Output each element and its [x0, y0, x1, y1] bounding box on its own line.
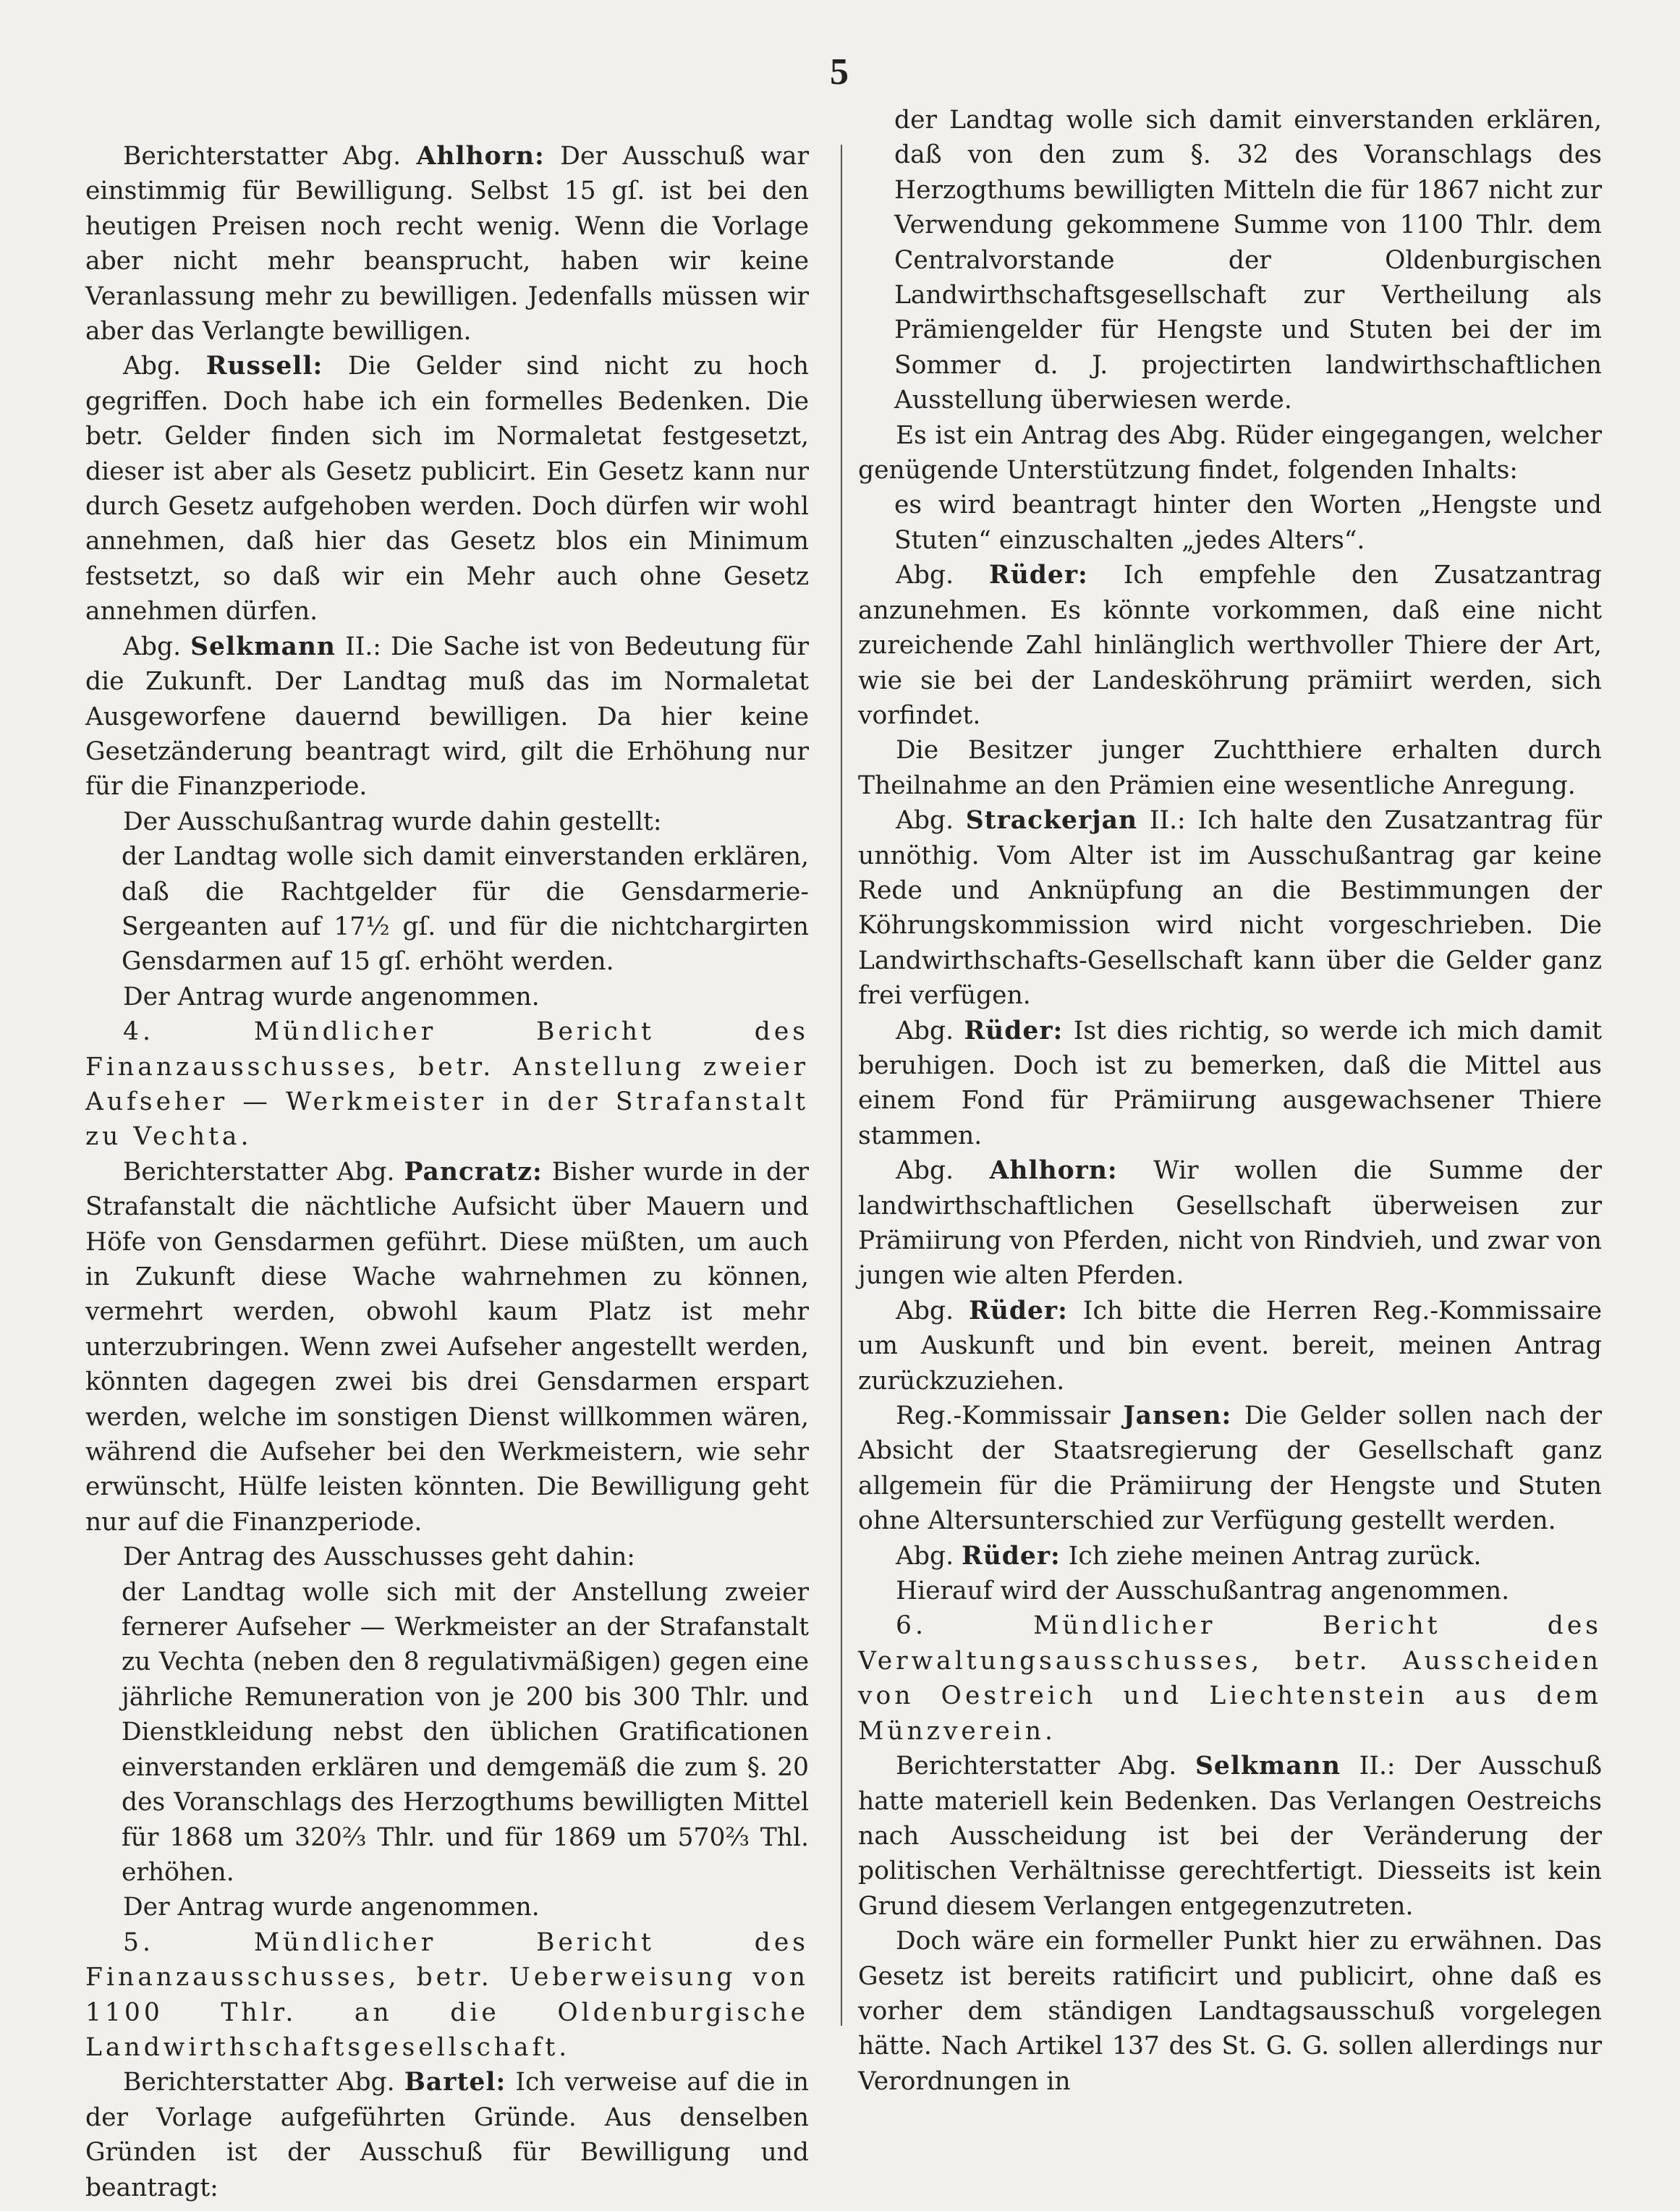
speaker-name: Jansen:	[1123, 1401, 1232, 1431]
speaker-role: Abg.	[896, 1541, 962, 1571]
paragraph: Es ist ein Antrag des Abg. Rüder eingegangen, welcher genügende Unterstützung findet, folgenden Inhalts:	[858, 420, 1602, 485]
speaker-role: Berichterstatter Abg.	[123, 2068, 404, 2097]
speech-paragraph	[858, 1749, 1602, 1924]
page-number: 5	[830, 51, 849, 93]
speech-paragraph	[858, 558, 1602, 733]
speaker-role: Abg.	[123, 352, 206, 381]
speech-text: II.: Der Ausschuß hatte materiell kein Bedenken. Das Verlangen Oestreichs nach Ausscheidung ist bei der Veränderung der politischen Verhältnisse gerechtfertigt. Diesseits ist kein Grund diesem Verlangen entgegenzutreten.	[858, 1752, 1602, 1921]
speech-text: Ist dies richtig, so werde ich mich damit beruhigen. Doch ist zu bemerken, daß die Mittel aus einem Fond für Prämiirung ausgewachsener Thiere stammen.	[858, 1016, 1602, 1150]
speaker-role: Berichterstatter Abg.	[123, 142, 417, 171]
speaker-role: Abg.	[896, 806, 966, 836]
speech-paragraph	[858, 1014, 1602, 1154]
speech-paragraph	[858, 1294, 1602, 1399]
speaker-role: Abg.	[896, 1016, 964, 1045]
speaker-name: Rüder:	[962, 1541, 1061, 1571]
speaker-role: Abg.	[896, 1156, 990, 1186]
speech-paragraph	[858, 1153, 1602, 1294]
speech-text: Ich verweise auf die in der Vorlage aufgeführten Gründe. Aus denselben Gründen ist der Ausschuß für Bewilligung und beantragt:	[85, 2068, 809, 2202]
speech-paragraph	[85, 629, 809, 805]
speaker-name: Bartel:	[404, 2068, 506, 2097]
speaker-name: Pancratz:	[404, 1157, 543, 1187]
motion-text: es wird beantragt hinter den Worten „Hengste und Stuten“ einzuschalten „jedes Alters“.	[894, 491, 1602, 555]
speech-text: Ich ziehe meinen Antrag zurück.	[1060, 1541, 1482, 1571]
speaker-role: Abg.	[123, 632, 191, 661]
speech-paragraph	[85, 139, 809, 349]
speaker-name: Rüder:	[969, 1296, 1068, 1325]
speaker-name: Selkmann	[1195, 1752, 1341, 1781]
motion-text: der Landtag wolle sich damit einverstanden erklären, daß die Rachtgelder für die Gensdarmerie-Sergeanten auf 17½ gſ. und für die nichtchargirten Gensdarmen auf 15 gſ. erhöht werden.	[122, 842, 809, 977]
speaker-name: Selkmann	[190, 632, 336, 661]
paragraph: Doch wäre ein formeller Punkt hier zu erwähnen. Das Gesetz ist bereits ratificirt und publicirt, ohne daß es vorher dem ständigen Landtagsausschuß vorgelegen hätte. Nach Artikel 137 des St. G. G. sollen allerdings nur Verordnungen in	[858, 1927, 1602, 2096]
speech-paragraph	[858, 1539, 1602, 1574]
speaker-role: Berichterstatter Abg.	[896, 1752, 1195, 1781]
speech-paragraph	[858, 1399, 1602, 1539]
speaker-name: Strackerjan	[965, 806, 1138, 836]
paragraph: Die Besitzer junger Zuchtthiere erhalten durch Theilnahme an den Prämien eine wesentliche Anregung.	[858, 736, 1602, 800]
paragraph: Der Antrag wurde angenommen.	[123, 1893, 540, 1922]
speaker-name: Ahlhorn:	[416, 142, 545, 171]
speaker-name: Russell:	[205, 352, 323, 381]
speech-text: Ich bitte die Herren Reg.-Kommissaire um Auskunft und bin event. bereit, meinen Antrag zurückzuziehen.	[858, 1296, 1602, 1396]
speaker-role: Reg.-Kommissair	[896, 1401, 1124, 1431]
right-column	[858, 103, 1602, 2099]
speech-paragraph	[85, 2065, 809, 2205]
agenda-heading: 4. Mündlicher Bericht des Finanzausschusses, betr. Anstellung zweier Aufseher — Werkmeister in der Strafanstalt zu Vechta.	[85, 1017, 809, 1152]
speaker-name: Rüder:	[964, 1016, 1064, 1045]
speech-paragraph	[85, 349, 809, 629]
speaker-role: Abg.	[896, 1296, 970, 1325]
paragraph: Der Ausschußantrag wurde dahin gestellt:	[123, 807, 662, 836]
speech-text: Die Gelder sind nicht zu hoch gegriffen. Doch habe ich ein formelles Bedenken. Die betr. Gelder finden sich im Normaletat festgesetzt, dieser ist aber als Gesetz publicirt. Ein Gesetz kann nur durch Gesetz aufgehoben werden. Doch dürfen wir wohl annehmen, daß hier das Gesetz blos ein Minimum festsetzt, so daß wir ein Mehr auch ohne Gesetz annehmen dürfen.	[85, 352, 809, 627]
paragraph: Der Antrag wurde angenommen.	[123, 982, 540, 1011]
left-column	[85, 139, 809, 2205]
speech-text: Ich empfehle den Zusatzantrag anzunehmen. Es könnte vorkommen, daß eine nicht zureichende Zahl hinlänglich werthvoller Thiere der Art, wie sie bei der Landesköhrung prämiirt werden, sich vorfindet.	[858, 561, 1602, 730]
speech-paragraph	[85, 1155, 809, 1540]
agenda-heading: 5. Mündlicher Bericht des Finanzausschusses, betr. Ueberweisung von 1100 Thlr. an die Oldenburgische Landwirthschaftsgesellschaft.	[85, 1927, 809, 2062]
speech-text: Die Gelder sollen nach der Absicht der Staatsregierung der Gesellschaft ganz allgemein für die Prämiirung der Hengste und Stuten ohne Altersunterschied zur Verfügung gestellt werden.	[858, 1401, 1602, 1536]
speech-text: Wir wollen die Summe der landwirthschaftlichen Gesellschaft überweisen zur Prämiirung von Pferden, nicht von Rindvieh, und zwar von jungen wie alten Pferden.	[858, 1156, 1602, 1291]
speech-paragraph	[858, 803, 1602, 1013]
speech-text: II.: Die Sache ist von Bedeutung für die Zukunft. Der Landtag muß das im Normaletat Ausgeworfene dauernd bewilligen. Da hier keine Gesetzänderung beantragt wird, gilt die Erhöhung nur für die Finanzperiode.	[85, 632, 809, 802]
speech-text: Bisher wurde in der Strafanstalt die nächtliche Aufsicht über Mauern und Höfe von Gensdarmen geführt. Diese müßten, um auch in Zukunft diese Wache wahrnehmen zu können, vermehrt werden, obwohl kaum Platz ist mehr unterzubringen. Wenn zwei Aufseher angestellt werden, könnten dagegen zwei bis drei Gensdarmen erspart werden, welche im sonstigen Dienst willkommen wären, während die Aufseher bei den Werkmeistern, wie sehr erwünscht, Hülfe leisten könnten. Die Bewilligung geht nur auf die Finanzperiode.	[85, 1157, 809, 1537]
paragraph: Hierauf wird der Ausschußantrag angenommen.	[896, 1576, 1510, 1606]
speaker-name: Rüder:	[989, 561, 1088, 590]
speaker-role: Abg.	[896, 561, 990, 590]
speech-text: II.: Ich halte den Zusatzantrag für unnöthig. Vom Alter ist im Ausschußantrag gar keine Rede und Anknüpfung an die Bestimmungen der Köhrungskommission wird nicht vorgeschrieben. Die Landwirthschafts-Gesellschaft kann über die Gelder ganz frei verfügen.	[858, 806, 1602, 1011]
motion-text: der Landtag wolle sich mit der Anstellung zweier fernerer Aufseher — Werkmeister an der Strafanstalt zu Vechta (neben den 8 regulativmäßigen) gegen eine jährliche Remuneration von je 200 bis 300 Thlr. und Dienstkleidung nebst den üblichen Gratificationen einverstanden erklären und demgemäß die zum §. 20 des Voranschlags des Herzogthums bewilligten Mittel für 1868 um 320⅔ Thlr. und für 1869 um 570⅔ Thl. erhöhen.	[122, 1577, 809, 1887]
speaker-name: Ahlhorn:	[989, 1156, 1118, 1186]
motion-text: der Landtag wolle sich damit einverstanden erklären, daß von den zum §. 32 des Voranschlags des Herzogthums bewilligten Mitteln die für 1867 nicht zur Verwendung gekommene Summe von 1100 Thlr. dem Centralvorstande der Oldenburgischen Landwirthschaftsgesellschaft zur Vertheilung als Prämiengelder für Hengste und Stuten bei der im Sommer d. J. projectirten landwirthschaftlichen Ausstellung überwiesen werde.	[894, 106, 1602, 415]
column-divider	[841, 145, 842, 2026]
agenda-heading: 6. Mündlicher Bericht des Verwaltungsausschusses, betr. Ausscheiden von Oestreich und Liechtenstein aus dem Münzverein.	[858, 1611, 1602, 1746]
speech-text: Der Ausschuß war einstimmig für Bewilligung. Selbst 15 gſ. ist bei den heutigen Preisen noch recht wenig. Wenn die Vorlage aber nicht mehr beansprucht, haben wir keine Veranlassung mehr zu bewilligen. Jedenfalls müssen wir aber das Verlangte bewilligen.	[85, 142, 809, 347]
paragraph: Der Antrag des Ausschusses geht dahin:	[123, 1542, 635, 1572]
speaker-role: Berichterstatter Abg.	[123, 1157, 404, 1187]
